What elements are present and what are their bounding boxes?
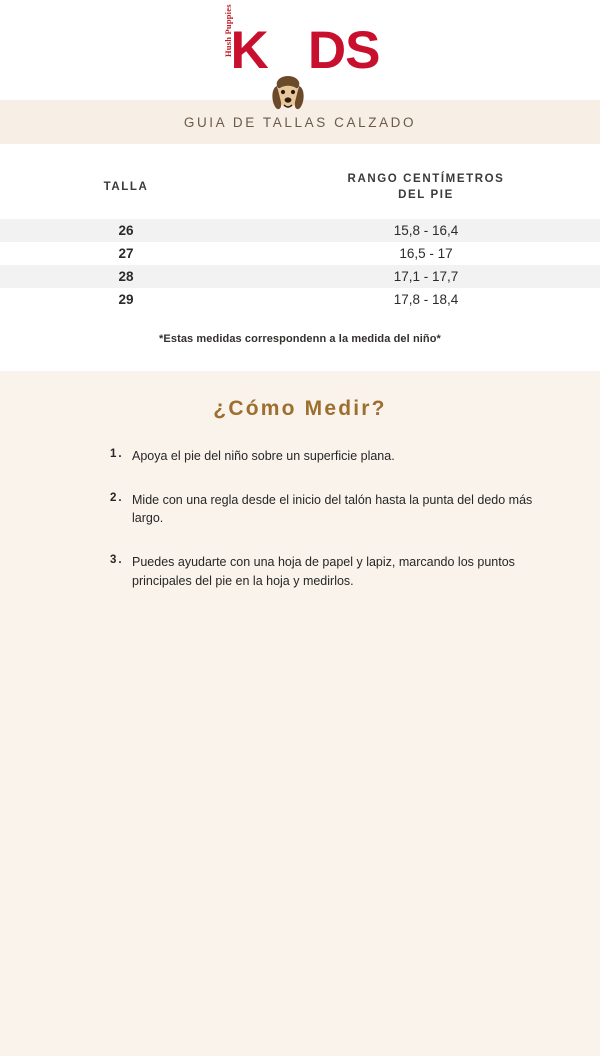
table-row (0, 288, 600, 311)
list-item (110, 491, 544, 527)
cell-talla: 29 (118, 292, 134, 308)
steps-list (0, 447, 600, 590)
step-text: Apoya el pie del niño sobre un superficie plana. (132, 449, 395, 464)
hush-puppies-wordmark: Hush Puppies (222, 4, 233, 57)
step-text: Puedes ayudarte con una hoja de papel y lapiz, marcando los puntos principales del pie en la hoja y medirlos. (132, 555, 515, 588)
column-header-rango-line1: RANGO CENTÍMETROS (347, 173, 505, 185)
list-item (110, 553, 544, 589)
step-number: 2. (110, 492, 124, 505)
cell-talla: 26 (0, 219, 252, 242)
column-header-talla: TALLA (103, 180, 149, 193)
table-header-row (0, 162, 600, 219)
brand-logo (221, 4, 380, 81)
table-row (0, 219, 600, 242)
size-table-head (0, 162, 600, 219)
basset-hound-dog-icon (268, 64, 308, 116)
page-title: GUIA DE TALLAS CALZADO (183, 114, 417, 130)
list-item (110, 447, 544, 465)
size-table-body (0, 219, 600, 311)
cell-rango: 15,8 - 16,4 (252, 219, 600, 242)
step-text: Mide con una regla desde el inicio del talón hasta la punta del dedo más largo. (132, 493, 533, 526)
how-to-measure-title: ¿Cómo Medir? (213, 397, 387, 421)
measurement-note: *Estas medidas correspondenn a la medida del niño* (159, 333, 441, 346)
kids-wordmark (230, 20, 380, 80)
how-to-measure-section (0, 371, 600, 1056)
cell-rango: 16,5 - 17 (399, 246, 453, 262)
cell-talla: 28 (0, 265, 252, 288)
cell-talla: 27 (118, 246, 134, 262)
column-header-rango-line2: DEL PIE (398, 188, 454, 201)
table-row (0, 242, 600, 265)
kids-letter-k: K (230, 20, 268, 80)
step-number: 3. (110, 554, 124, 567)
table-row (0, 265, 600, 288)
size-table (0, 162, 600, 311)
step-number: 1. (110, 448, 124, 461)
cell-rango: 17,1 - 17,7 (252, 265, 600, 288)
kids-letters-ds: DS (307, 20, 380, 80)
logo-band (0, 0, 600, 100)
cell-rango: 17,8 - 18,4 (393, 292, 459, 308)
column-header-rango (252, 162, 600, 219)
size-table-section (0, 144, 600, 371)
